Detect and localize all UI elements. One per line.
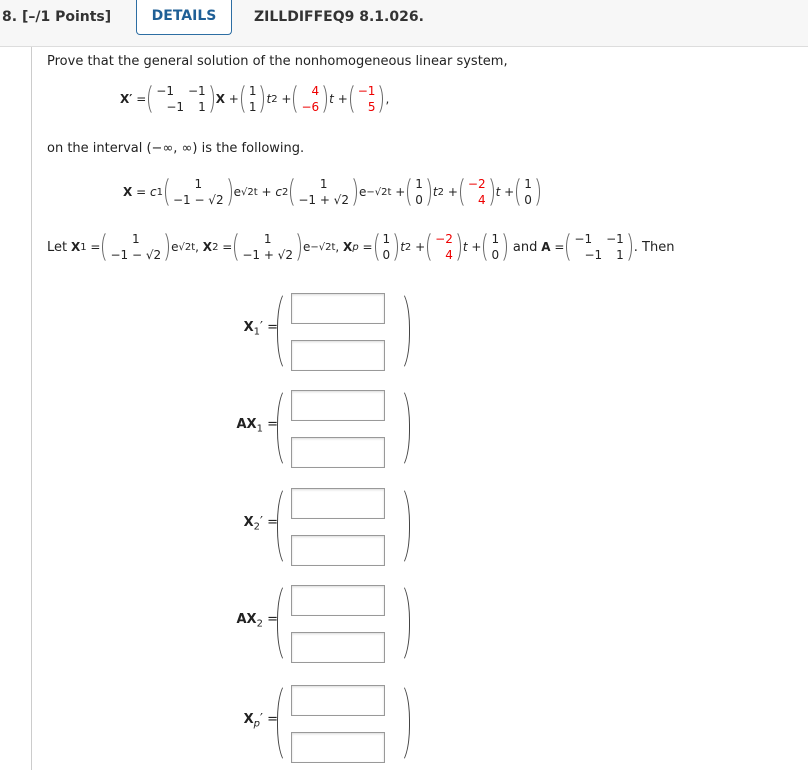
answer-label: $X_2'$ =: [243, 515, 278, 533]
xp-prime-bottom-input[interactable]: [291, 732, 385, 763]
x1-prime-top-input[interactable]: [291, 293, 385, 324]
x2-prime-top-input[interactable]: [291, 488, 385, 519]
answer-ax1: [0, 387, 808, 469]
details-button[interactable]: DETAILS: [136, 0, 232, 35]
question-number: 8. [–/1 Points]: [2, 9, 112, 25]
xp-prime-top-input[interactable]: [291, 685, 385, 716]
interval-text: on the interval (−∞, ∞) is the following.: [47, 141, 305, 156]
question-id: ZILLDIFFEQ9 8.1.026.: [254, 9, 424, 25]
x1-prime-bottom-input[interactable]: [291, 340, 385, 371]
answer-label: $AX_1$ =: [236, 417, 278, 435]
answer-label: $X_p'$ =: [243, 712, 278, 730]
answer-xp-prime: [0, 682, 808, 764]
definitions-line: Let X 1 = 1 −1 − √2 e √2t , X 2 = 1 −1 + √2 e −√2t , X p = 1 0 t 2 + −2 4 t + 1 0 and A = −1 −1 −1 1 . Then: [47, 232, 675, 262]
matrix-a: −1 −1 −1 1: [148, 82, 213, 116]
system-equation: X′ = −1 −1 −1 1 X + 1 1 t 2 + 4 −6 t + −1 5 ,: [120, 84, 390, 114]
ax2-bottom-input[interactable]: [291, 632, 385, 663]
x2-prime-bottom-input[interactable]: [291, 535, 385, 566]
intro-text: Prove that the general solution of the nonhomogeneous linear system,: [47, 54, 508, 69]
ax1-top-input[interactable]: [291, 390, 385, 421]
answer-label: $X_1'$ =: [243, 320, 278, 338]
ax2-top-input[interactable]: [291, 585, 385, 616]
ax1-bottom-input[interactable]: [291, 437, 385, 468]
answer-x2-prime: [0, 485, 808, 567]
general-solution: X = c 1 1 −1 − √2 e √2t + c 2 1 −1 + √2 e −√2t + 1 0 t 2 + −2 4 t + 1 0: [123, 175, 542, 209]
answer-label: $AX_2$ =: [236, 612, 278, 630]
question-header: [0, 0, 808, 47]
answer-ax2: [0, 582, 808, 664]
answer-x1-prime: [0, 290, 808, 372]
